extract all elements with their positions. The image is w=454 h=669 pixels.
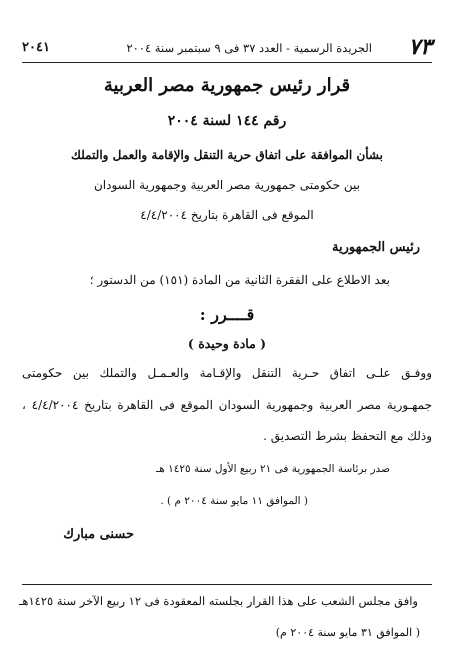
decree-subject-line-3: الموقع فى القاهرة بتاريخ ٤/٤/٢٠٠٤: [140, 208, 314, 222]
decided-heading: قــــرر :: [199, 305, 255, 324]
body-line-3: وذلك مع التحفظ بشرط التصديق .: [263, 429, 432, 443]
page-header: [22, 34, 432, 58]
decree-subject-line-1: بشأن الموافقة على اتفاق حرية التنقل والإقامة والعمل والتملك: [71, 148, 383, 162]
footnote-line-2: ( الموافق ٣١ مايو سنة ٢٠٠٤ م): [275, 626, 420, 639]
president-label: رئيس الجمهورية: [332, 240, 420, 255]
after-review-clause: بعد الاطلاع على الفقرة الثانية من المادة (١٥١) من الدستور ؛: [89, 273, 390, 287]
gazette-header-title: الجريدة الرسمية - العدد ٣٧ فى ٩ سبتمبر سنة ٢٠٠٤: [126, 41, 372, 55]
issued-date: صدر برئاسة الجمهورية فى ٢١ ربيع الأول سنة ١٤٢٥ هـ: [156, 463, 390, 475]
signature: حسنى مبارك: [63, 527, 134, 542]
page-number: ٢٠٤١: [22, 40, 50, 55]
footnote-rule: [22, 584, 432, 585]
body-line-2: جمهـورية مصر العربية وجمهورية السودان الموقع فى القاهرة بتاريخ ٤/٤/٢٠٠٤ ،: [22, 398, 432, 412]
header-rule: [22, 62, 432, 63]
corner-number: ٧٣: [408, 34, 432, 60]
article-heading: ( مادة وحيدة ): [187, 336, 267, 351]
decree-title: قرار رئيس جمهورية مصر العربية: [103, 75, 351, 96]
body-line-1: ووفـق علـى اتفاق حـرية التنقل والإقـامة والعـمـل والتملك بين حكومتى: [22, 366, 432, 380]
decree-subject-line-2: بين حكومتى جمهورية مصر العربية وجمهورية السودان: [93, 178, 360, 192]
decree-number: رقم ١٤٤ لسنة ٢٠٠٤: [167, 113, 287, 129]
footnote-line-1: وافق مجلس الشعب على هذا القرار بجلسته المعقودة فى ١٢ ربيع الآخر سنة ١٤٢٥هـ: [19, 594, 418, 608]
corresponding-date: ( الموافق ١١ مايو سنة ٢٠٠٤ م ) .: [160, 495, 308, 507]
